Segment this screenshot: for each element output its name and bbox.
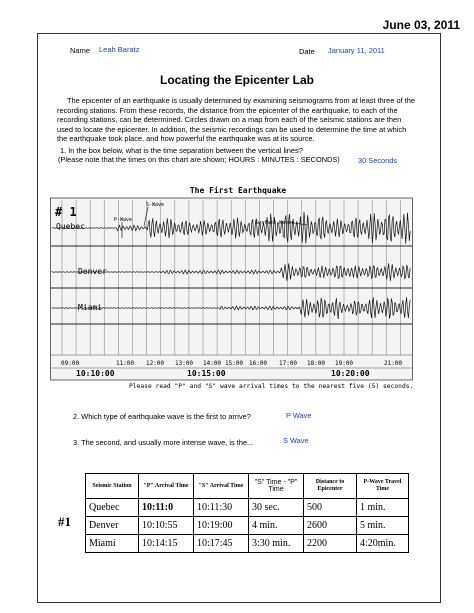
- question-3-answer[interactable]: S Wave: [283, 436, 309, 445]
- tick-1600: 16:00: [248, 360, 268, 367]
- table-row: [86, 499, 409, 517]
- cell-p-arrival: 10:11:0: [139, 499, 194, 517]
- cell-distance: 500: [304, 499, 357, 517]
- header-s-arrival: "S" Arrival Time: [194, 474, 249, 499]
- cell-distance: 2600: [304, 517, 357, 535]
- cell-p-arrival: 10:10:55: [139, 517, 194, 535]
- header-s-minus-p: "S" Time - "P" Time: [249, 474, 304, 499]
- p-wave-label: P-Wave: [114, 217, 133, 223]
- tick-101500: 10:15:00: [187, 369, 226, 378]
- question-1-line2: (Please note that the times on this chart are shown; HOURS : MINUTES : SECONDS): [58, 155, 340, 165]
- page-title: Locating the Epicenter Lab: [159, 73, 315, 87]
- table-row: [86, 535, 409, 553]
- intro-paragraph: The epicenter of an earthquake is usually determined by examining seismograms from at least three of the recording stations. From these records, the distance from the epicenter of the earthquake, to each of the recording stations, can be determined. Circles drawn on a map from each of the seismic stations are then used to locate the epicenter. In addition, the seismic recordings can be used to determine the time at which the earthquake took place, and how powerful the earthquake was at its source.: [57, 96, 415, 144]
- header-p-travel-time: P-Wave Travel Time: [357, 474, 409, 499]
- table-header-row: [86, 474, 409, 499]
- date-label: Date: [299, 47, 315, 56]
- tick-102000: 10:20:00: [331, 369, 370, 378]
- station-label-quebec: Quebec: [56, 222, 85, 231]
- cell-distance: 2200: [304, 535, 357, 553]
- tick-1500: 15:00: [224, 360, 244, 367]
- cell-s-minus-p: 30 sec.: [249, 499, 304, 517]
- seismogram-number: # 1: [55, 205, 77, 219]
- seismogram: [50, 184, 413, 394]
- station-label-denver: Denver: [78, 267, 107, 276]
- cell-p-travel: 4:20min.: [357, 535, 409, 553]
- question-1-answer[interactable]: 30 Seconds: [358, 156, 398, 165]
- header-p-arrival: "P" Arrival Time: [139, 474, 194, 499]
- seismogram-instruction: Please read "P" and "S" wave arrival times to the nearest five (5) seconds.: [129, 383, 413, 390]
- cell-p-travel: 5 min.: [357, 517, 409, 535]
- cell-s-minus-p: 4 min.: [249, 517, 304, 535]
- cell-s-minus-p: 3:30 min.: [249, 535, 304, 553]
- tick-1200: 12:00: [145, 360, 165, 367]
- question-1: [60, 146, 340, 165]
- arrival-times-table: [85, 473, 409, 553]
- cell-s-arrival: 10:19:00: [194, 517, 249, 535]
- header-seismic-station: Seismic Station: [86, 474, 139, 499]
- s-wave-label: S-Wave: [146, 202, 165, 208]
- tick-0900: 09:00: [61, 360, 80, 367]
- tick-1300: 13:00: [174, 360, 194, 367]
- date-value[interactable]: January 11, 2011: [328, 46, 385, 55]
- tick-1900: 19:00: [334, 360, 354, 367]
- table-row: [86, 517, 409, 535]
- table-row-label: #1: [58, 514, 71, 529]
- tick-1800: 18:00: [306, 360, 326, 367]
- cell-p-travel: 1 min.: [357, 499, 409, 517]
- tick-1100: 11:00: [115, 360, 135, 367]
- surface-waves-label: Surface Waves: [255, 220, 295, 226]
- cell-s-arrival: 10:11:30: [194, 499, 249, 517]
- header-date: June 03, 2011: [382, 18, 460, 32]
- station-label-miami: Miami: [78, 303, 103, 312]
- question-3: 3. The second, and usually more intense wave, is the...: [73, 438, 254, 447]
- name-value[interactable]: Leah Baratz: [99, 45, 140, 54]
- seismogram-svg: [50, 184, 413, 394]
- tick-1400: 14:00: [202, 360, 222, 367]
- cell-station: Denver: [86, 517, 139, 535]
- cell-station: Quebec: [86, 499, 139, 517]
- question-1-line1: 1. In the box below, what is the time separation between the vertical lines?: [60, 146, 303, 155]
- cell-station: Miami: [86, 535, 139, 553]
- tick-101000: 10:10:00: [76, 369, 115, 378]
- header-distance: Distance to Epicenter: [304, 474, 357, 499]
- cell-p-arrival: 10:14:15: [139, 535, 194, 553]
- question-2-answer[interactable]: P Wave: [286, 411, 312, 420]
- seismogram-title: The First Earthquake: [189, 186, 287, 195]
- tick-1700: 17:00: [278, 360, 298, 367]
- name-label: Name: [70, 46, 91, 55]
- tick-2100: 21:00: [383, 360, 403, 367]
- question-2: 2. Which type of earthquake wave is the first to arrive?: [73, 412, 251, 421]
- cell-s-arrival: 10:17:45: [194, 535, 249, 553]
